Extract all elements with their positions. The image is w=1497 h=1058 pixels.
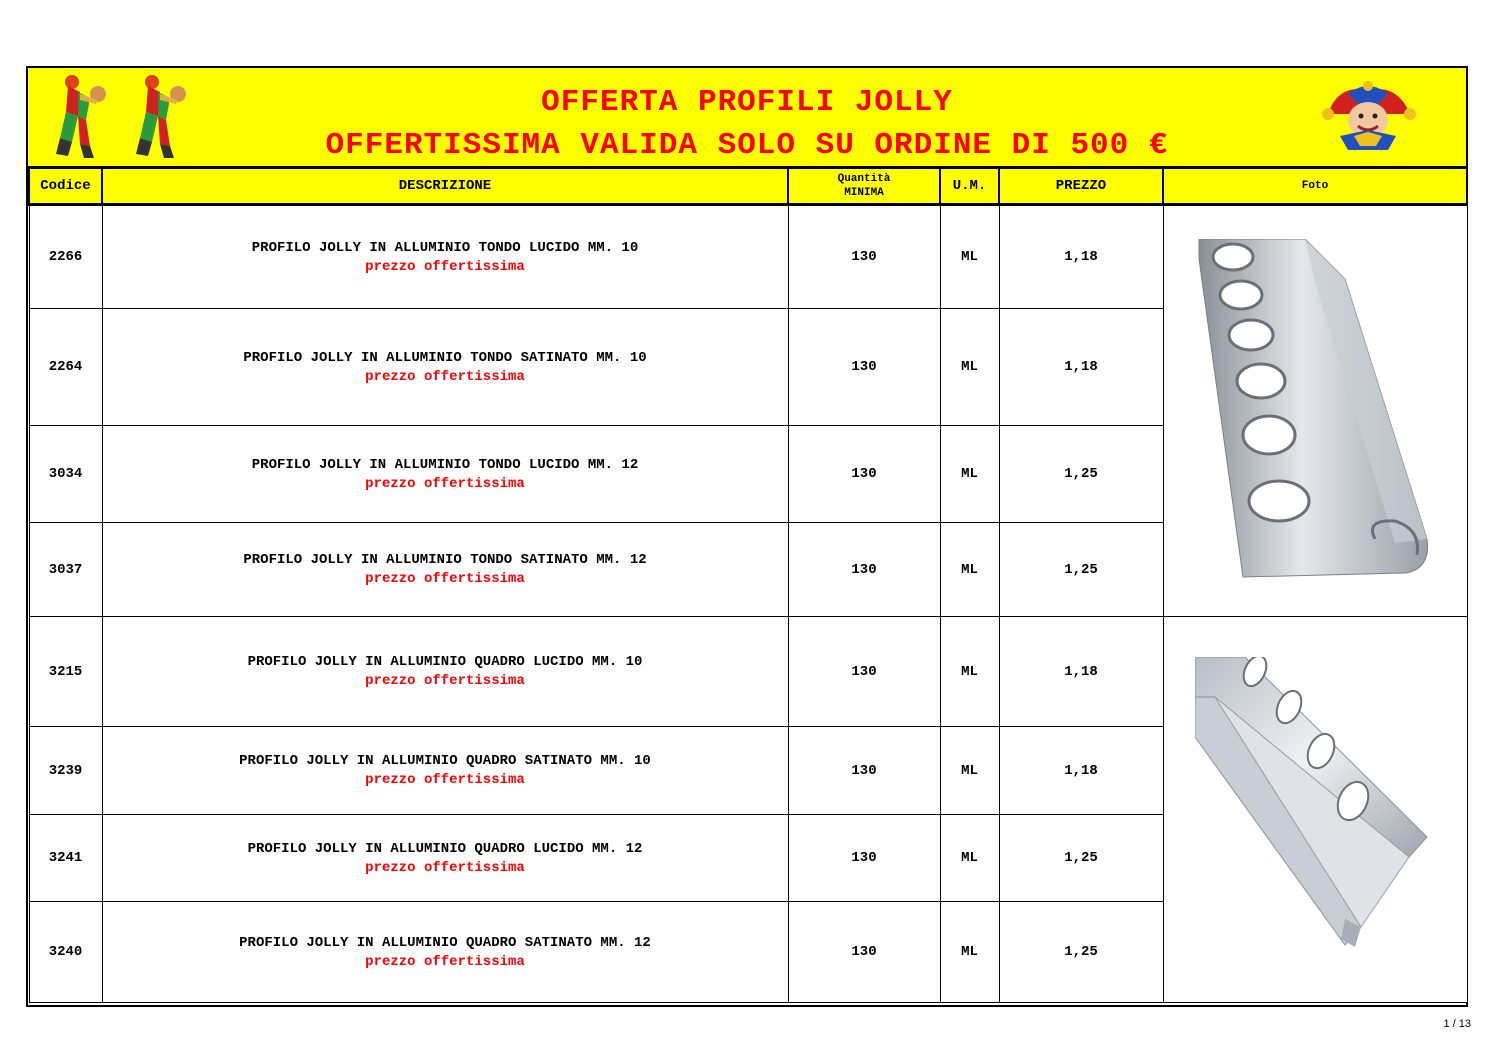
description-text: PROFILO JOLLY IN ALLUMINIO QUADRO LUCIDO MM. 12 (247, 840, 643, 857)
cell-quantity: 130 (788, 617, 940, 727)
cell-unit: ML (940, 426, 999, 523)
cell-price: 1,25 (999, 815, 1163, 902)
cell-unit: ML (940, 523, 999, 617)
header-banner (28, 68, 1466, 168)
table-header-row (29, 169, 1467, 205)
col-header-prezzo: PREZZO (999, 169, 1163, 205)
cell-code: 3241 (29, 815, 102, 902)
offer-note: prezzo offertissima (365, 368, 525, 385)
cell-quantity: 130 (788, 727, 940, 815)
cell-quantity: 130 (788, 205, 940, 309)
offer-note: prezzo offertissima (365, 475, 525, 492)
round-profile-photo (1195, 239, 1435, 579)
cell-quantity: 130 (788, 902, 940, 1003)
col-header-quantita (788, 169, 940, 205)
cell-description (102, 727, 788, 815)
cell-code: 3240 (29, 902, 102, 1003)
offer-note: prezzo offertissima (365, 953, 525, 970)
cell-unit: ML (940, 309, 999, 426)
offer-note: prezzo offertissima (365, 859, 525, 876)
title-line-1: OFFERTA PROFILI JOLLY (541, 85, 953, 120)
cell-description (102, 426, 788, 523)
jester-face-icon (1318, 80, 1418, 152)
cell-quantity: 130 (788, 815, 940, 902)
price-list-sheet (26, 66, 1468, 1007)
description-text: PROFILO JOLLY IN ALLUMINIO TONDO SATINATO MM. 12 (243, 552, 647, 568)
description-text: PROFILO JOLLY IN ALLUMINIO TONDO LUCIDO MM. 12 (251, 456, 639, 473)
cell-price: 1,25 (999, 426, 1163, 523)
cell-code: 3239 (29, 727, 102, 815)
description-text: PROFILO JOLLY IN ALLUMINIO QUADRO LUCIDO MM. 10 (247, 654, 643, 670)
cell-quantity: 130 (788, 309, 940, 426)
cell-description (102, 815, 788, 902)
col-header-quantita-line1: Quantità (837, 173, 891, 185)
cell-description (102, 523, 788, 617)
offer-note: prezzo offertissima (365, 772, 525, 788)
cell-photo-round (1163, 205, 1467, 617)
offer-note: prezzo offertissima (365, 571, 525, 587)
cell-quantity: 130 (788, 426, 940, 523)
cell-unit: ML (940, 815, 999, 902)
description-text: PROFILO JOLLY IN ALLUMINIO TONDO LUCIDO MM. 10 (251, 239, 639, 256)
cell-description (102, 205, 788, 309)
cell-price: 1,18 (999, 617, 1163, 727)
cell-code: 3037 (29, 523, 102, 617)
col-header-quantita-line2: MINIMA (844, 187, 884, 199)
square-profile-photo (1195, 657, 1435, 957)
cell-price: 1,25 (999, 523, 1163, 617)
cell-code: 3215 (29, 617, 102, 727)
cell-photo-square (1163, 617, 1467, 1003)
cell-unit: ML (940, 205, 999, 309)
col-header-um: U.M. (940, 169, 999, 205)
cell-description (102, 902, 788, 1003)
col-header-foto: Foto (1163, 169, 1467, 205)
description-text: PROFILO JOLLY IN ALLUMINIO QUADRO SATINATO MM. 10 (239, 753, 651, 769)
cell-price: 1,18 (999, 309, 1163, 426)
cell-price: 1,25 (999, 902, 1163, 1003)
table-row (29, 205, 1467, 309)
price-table (28, 168, 1468, 1003)
cell-code: 2264 (29, 309, 102, 426)
cell-price: 1,18 (999, 205, 1163, 309)
cell-price: 1,18 (999, 727, 1163, 815)
cell-unit: ML (940, 617, 999, 727)
cell-description (102, 309, 788, 426)
description-text: PROFILO JOLLY IN ALLUMINIO TONDO SATINATO MM. 10 (243, 349, 647, 366)
offer-note: prezzo offertissima (365, 258, 525, 275)
cell-description (102, 617, 788, 727)
offer-note: prezzo offertissima (365, 673, 525, 689)
description-text: PROFILO JOLLY IN ALLUMINIO QUADRO SATINATO MM. 12 (239, 934, 651, 951)
col-header-descrizione: DESCRIZIONE (102, 169, 788, 205)
col-header-codice: Codice (29, 169, 102, 205)
title-line-2: OFFERTISSIMA VALIDA SOLO SU ORDINE DI 500 € (325, 128, 1169, 163)
cell-code: 2266 (29, 205, 102, 309)
cell-quantity: 130 (788, 523, 940, 617)
page-number: 1 / 13 (1443, 1018, 1471, 1030)
cell-code: 3034 (29, 426, 102, 523)
cell-unit: ML (940, 902, 999, 1003)
table-row (29, 617, 1467, 727)
cell-unit: ML (940, 727, 999, 815)
